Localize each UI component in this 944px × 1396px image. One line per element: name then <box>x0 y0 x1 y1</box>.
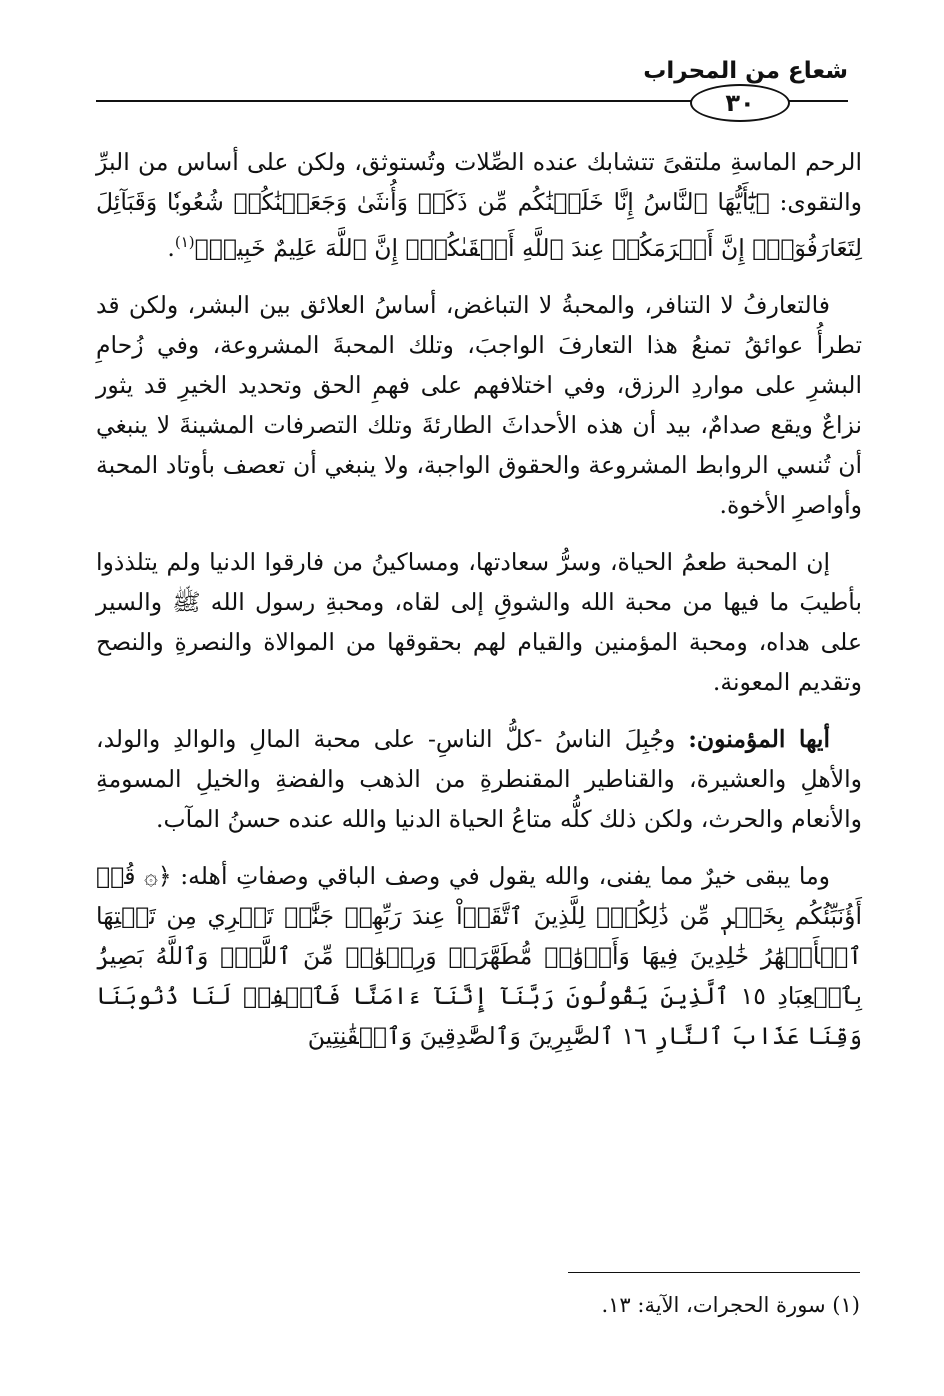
page-number-text: ٣٠ <box>725 89 755 117</box>
paragraph-4 <box>96 719 862 839</box>
paragraph-1 <box>96 142 862 268</box>
footnote-rule <box>568 1272 860 1273</box>
footnote: (١) سورة الحجرات، الآية: ١٣. <box>601 1293 860 1317</box>
paragraph-1-end: . <box>167 233 175 262</box>
paragraph-2: فالتعارفُ لا التنافر، والمحبةُ لا التباغض، أساسُ العلائق بين البشر، ولكن قد تطرأُ عوائقُ تمنعُ هذا التعارفَ الواجبَ، وتلك المحبةَ المشروعة، وفي زُحامِ البشرِ على مواردِ الرزق، وفي اختلافهم على فهمِ الحق وتحديد الخيرِ قد يثور نزاعٌ ويقع صدامٌ، بيد أن هذه الأحداثَ الطارئةَ وتلك التصرفات المشينةَ لا ينبغي أن تُنسي الروابط المشروعة والحقوق الواجبة، ولا ينبغي أن تعصف بأوتاد المحبة وأواصرِ الأخوة. <box>96 290 862 519</box>
running-header-title: شعاع من المحراب <box>643 58 848 84</box>
footnote-reference: (١) <box>174 233 195 251</box>
quran-verse-hujurat: ﴿يَٰٓأَيُّهَا ٱلنَّاسُ إِنَّا خَلَقۡنَٰكُم مِّن ذَكَرٖ وَأُنثَىٰ وَجَعَلۡنَٰكُمۡ شُعُوبٗا وَقَبَآئِلَ لِتَعَارَفُوٓاْۚ إِنَّ أَكۡرَمَكُمۡ عِندَ ٱللَّهِ أَتۡقَىٰكُمۡۚ إِنَّ ٱللَّهَ عَلِيمٌ خَبِيرٞ﴾ <box>96 188 862 262</box>
main-text <box>96 142 862 1056</box>
paragraph-3: إن المحبة طعمُ الحياة، وسرُّ سعادتها، ومساكينُ من فارقوا الدنيا ولم يتلذذوا بأطيبَ ما فيها من محبة الله والشوقِ إلى لقاه، ومحبةِ رسول الله ﷺ والسير على هداه، ومحبة المؤمنين والقيام لهم بحقوقها من الموالاة والنصرةِ والنصح وتقديم المعونة. <box>96 547 862 696</box>
paragraph-5-text: وما يبقى خيرٌ مما يفنى، والله يقول في وصف الباقي وصفاتِ أهله: <box>171 861 831 890</box>
paragraph-4-text: وجُبِلَ الناسُ -كلُّ الناسِ- على محبة المالِ والوالدِ والولد، والأهلِ والعشيرة، والقناطير المقنطرةِ من الذهب والفضةِ والخيلِ المسومةِ والأنعام والحرث، ولكن ذلك كلُّه متاعُ الحياة الدنيا والله عنده حسنُ المآب. <box>96 724 862 833</box>
paragraph-4-lead: أيها المؤمنون: <box>688 724 830 753</box>
quran-verse-al-imran: ﴿۞ قُلۡ أَؤُنَبِّئُكُم بِخَيۡرٖ مِّن ذَٰلِكُمۡۖ لِلَّذِينَ ٱتَّقَوۡاْ عِندَ رَبِّهِمۡ جَنَّٰتٞ تَجۡرِي مِن تَحۡتِهَا ٱلۡأَنۡهَٰرُ خَٰلِدِينَ فِيهَا وَأَزۡوَٰجٞ مُّطَهَّرَةٞ وَرِضۡوَٰنٞ مِّنَ ٱللَّهِۗ وَٱللَّهُ بَصِيرُۢ بِٱلۡعِبَادِ ١٥ ٱلَّذِينَ يَقُولُونَ رَبَّنَآ إِنَّنَآ ءَامَنَّا فَٱغۡفِرۡ لَنَا ذُنُوبَنَا وَقِنَا عَذَابَ ٱلنَّارِ ١٦ ٱلصَّٰبِرِينَ وَٱلصَّٰدِقِينَ وَٱلۡقَٰنِتِينَ <box>96 861 862 1050</box>
paragraph-5 <box>96 856 862 1056</box>
page-number <box>690 84 790 122</box>
paragraph-1-text: الرحم الماسةِ ملتقىً تتشابك عنده الصِّلات وتُستوثق، ولكن على أساس من البرِّ والتقوى: <box>96 148 862 216</box>
